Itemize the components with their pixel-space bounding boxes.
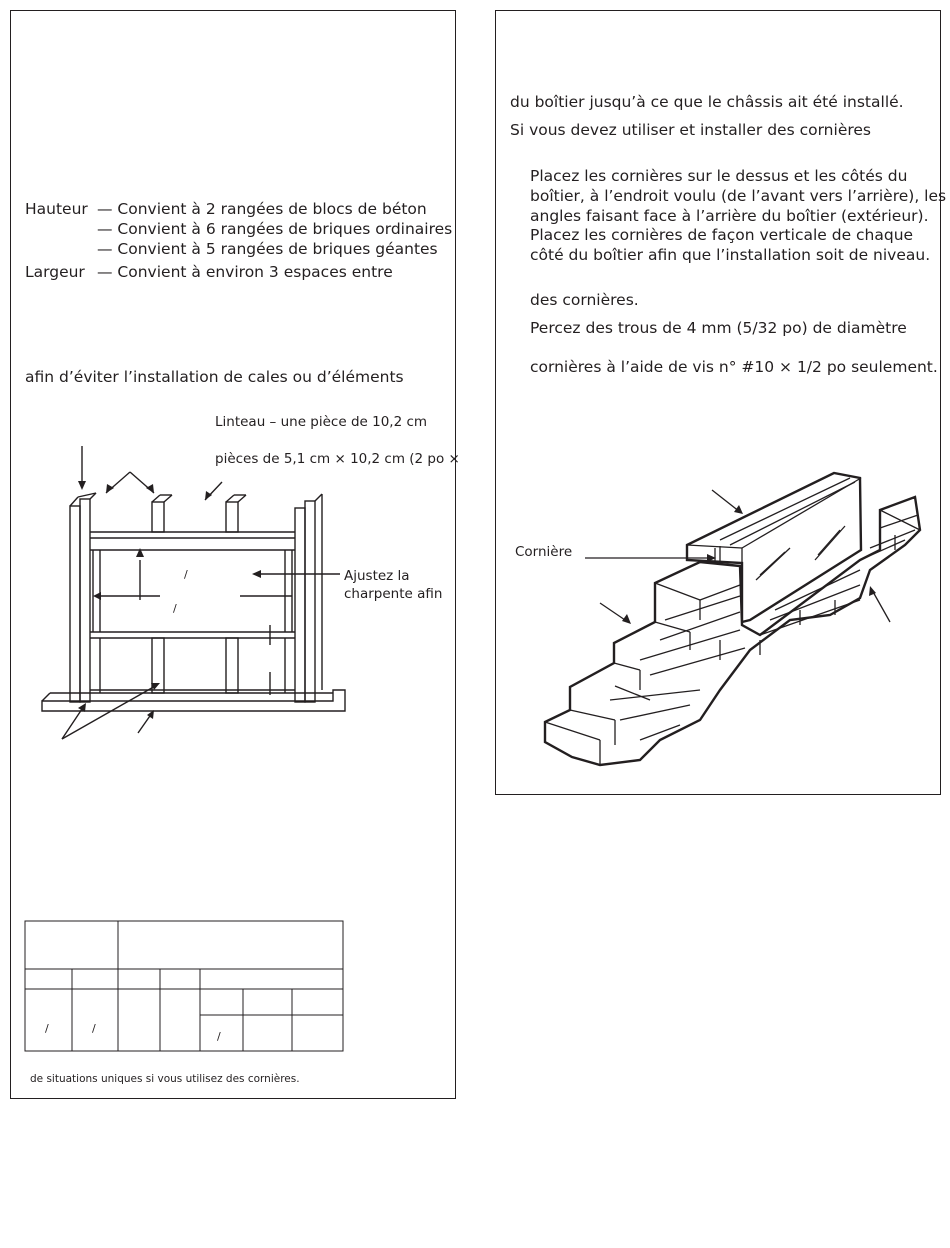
frame-slash-2: / — [173, 602, 177, 615]
step-2: des cornières. — [530, 291, 639, 309]
table-slash-2: / — [92, 1022, 96, 1035]
corniere-label: Cornière — [515, 544, 573, 560]
step-line-5: côté du boîtier afin que l’installation soit de niveau. — [530, 246, 931, 264]
step-line-4: Placez les cornières de façon verticale de chaque — [530, 226, 914, 244]
hauteur-label: Hauteur — [25, 200, 88, 218]
adjust-label-1: Ajustez la — [344, 568, 410, 584]
table-slash-1: / — [45, 1022, 49, 1035]
left-paragraph: afin d’éviter l’installation de cales ou d’éléments — [25, 368, 404, 386]
hauteur-line-3: — Convient à 5 rangées de briques géantes — [97, 240, 438, 258]
hauteur-line-1: — Convient à 2 rangées de blocs de béton — [97, 200, 427, 218]
linteau-label: Linteau – une pièce de 10,2 cm — [215, 414, 428, 430]
adjust-label-2: charpente afin — [344, 586, 443, 602]
step-line-2: boîtier, à l’endroit voulu (de l’avant vers l’arrière), les — [530, 187, 947, 205]
step-line-3: angles faisant face à l’arrière du boîtier (extérieur). — [530, 207, 929, 225]
largeur-line: — Convient à environ 3 espaces entre — [97, 263, 393, 281]
step-line-1: Placez les cornières sur le dessus et les côtés du — [530, 167, 908, 185]
frame-slash-1: / — [184, 568, 188, 581]
largeur-label: Largeur — [25, 263, 85, 281]
table-slash-3: / — [217, 1030, 221, 1043]
step-3: Percez des trous de 4 mm (5/32 po) de diamètre — [530, 319, 907, 337]
intro-line-2: Si vous devez utiliser et installer des cornières — [510, 121, 871, 139]
step-4: cornières à l’aide de vis n° #10 × 1/2 po seulement. — [530, 358, 938, 376]
hauteur-line-2: — Convient à 6 rangées de briques ordinaires — [97, 220, 453, 238]
table-footnote: de situations uniques si vous utilisez des cornières. — [30, 1073, 300, 1085]
intro-line-1: du boîtier jusqu’à ce que le châssis ait été installé. — [510, 93, 904, 111]
pieces-label: pièces de 5,1 cm × 10,2 cm (2 po × — [215, 451, 460, 467]
